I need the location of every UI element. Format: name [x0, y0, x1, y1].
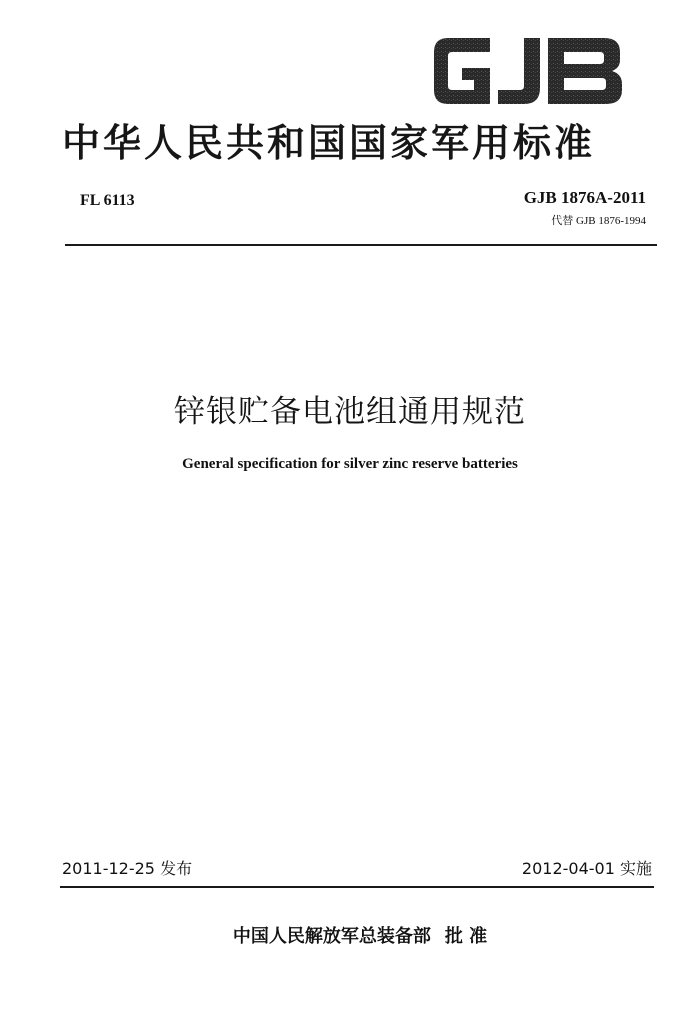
gjb-logo-mark	[428, 30, 628, 112]
approving-authority: 中国人民解放军总装备部	[232, 926, 431, 947]
classification-code: FL 6113	[80, 192, 135, 209]
footer-divider	[60, 886, 654, 888]
document-title-english: General specification for silver zinc reserve batteries	[182, 456, 518, 472]
document-title-chinese: 锌银贮备电池组通用规范	[174, 394, 526, 430]
implementation-date: 2012-04-01 实施	[521, 859, 652, 878]
standard-number: GJB 1876A-2011	[523, 188, 646, 207]
standard-name: 中华人民共和国国家军用标准	[62, 120, 596, 165]
issue-date: 2011-12-25 发布	[62, 859, 193, 878]
gjb-logo	[428, 30, 628, 112]
replaces-note: 代替 GJB 1876-1994	[551, 215, 646, 227]
header-divider	[65, 244, 657, 246]
approval-line	[120, 922, 600, 948]
approval-word: 批 准	[444, 926, 488, 947]
